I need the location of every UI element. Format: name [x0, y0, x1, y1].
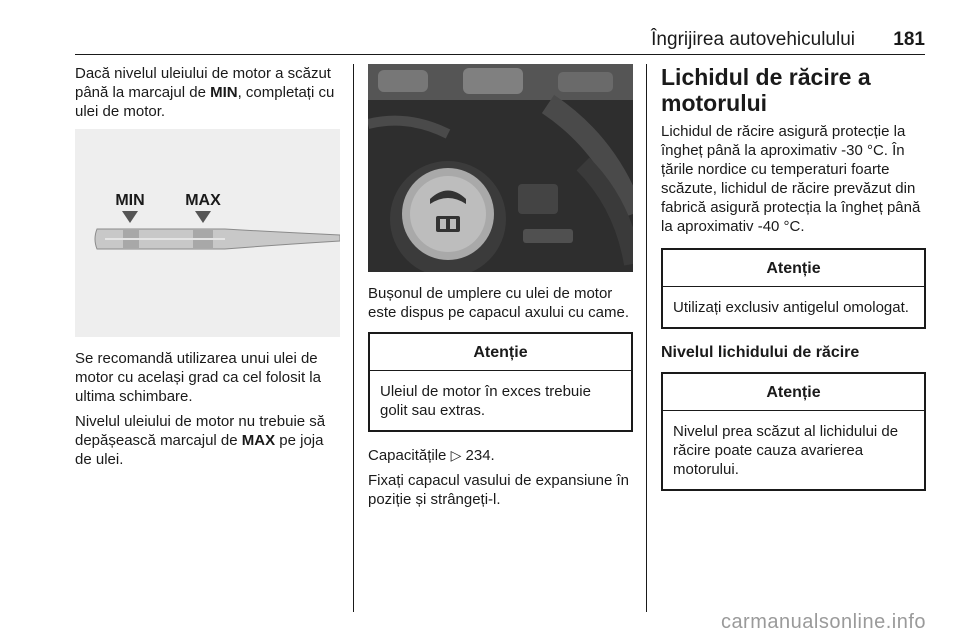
paragraph-fix-cap: Fixați capacul vasului de expansiune în poziție și strângeți-l.	[368, 472, 629, 508]
warning-box-low-coolant	[661, 372, 926, 491]
min-mark-text: MIN	[210, 84, 238, 101]
warning-body: Utilizați exclusiv antigelul omologat.	[673, 299, 909, 316]
dipstick-illustration	[75, 129, 340, 337]
page-header	[75, 28, 925, 55]
warning-body: Nivelul prea scăzut al lichidului de răcire poate cauza avarierea motorului.	[673, 423, 899, 478]
dipstick-min-label: MIN	[115, 192, 145, 209]
capacities-page-ref[interactable]: 234.	[465, 447, 495, 464]
watermark: carmanualsonline.info	[720, 611, 926, 633]
arrow-ref-icon[interactable]: ▷	[450, 447, 462, 463]
warning-title: Atenție	[663, 374, 924, 411]
paragraph-oil-max: Nivelul uleiului de motor nu trebuie să depășească marcajul de MAX pe joja de ulei.	[75, 413, 326, 468]
paragraph-coolant: Lichidul de răcire asigură protecție la îngheț până la aproximativ -30 °C. În țările nordice cu temperaturi foarte scăzute, lichidul de răcire prevăzut din fabrică asigură protecția la îngheț până la aproximativ -40 °C.	[661, 123, 921, 235]
column-right	[661, 64, 926, 503]
column-divider-1	[353, 64, 354, 612]
warning-box-excess-oil	[368, 332, 633, 432]
column-divider-2	[646, 64, 647, 612]
warning-title: Atenție	[663, 250, 924, 287]
engine-photo	[368, 64, 633, 272]
page-number: 181	[893, 29, 925, 50]
subheading-coolant-level: Nivelul lichidului de răcire	[661, 344, 860, 361]
max-mark-text: MAX	[241, 432, 276, 449]
engine-image	[368, 64, 633, 272]
warning-box-antifreeze	[661, 248, 926, 329]
section-heading-coolant: Lichidul de răcire a motorului	[661, 64, 871, 116]
paragraph-capacities: Capacitățile ▷ 234.	[368, 447, 495, 464]
page-title: Îngrijirea autovehiculului	[651, 29, 855, 50]
dipstick-image	[75, 129, 340, 337]
paragraph-oil-low: Dacă nivelul uleiului de motor a scăzut până la marcajul de MIN, completați cu ulei de motor.	[75, 65, 335, 120]
warning-title: Atenție	[370, 334, 631, 371]
column-middle	[368, 64, 633, 515]
column-left	[75, 64, 340, 475]
oil-cap-caption: Bușonul de umplere cu ulei de motor este dispus pe capacul axului cu came.	[368, 285, 629, 321]
warning-body: Uleiul de motor în exces trebuie golit sau extras.	[380, 383, 591, 419]
dipstick-max-label: MAX	[185, 192, 221, 209]
paragraph-oil-recommendation: Se recomandă utilizarea unui ulei de motor cu același grad ca cel folosit la ultima schimbare.	[75, 350, 321, 405]
